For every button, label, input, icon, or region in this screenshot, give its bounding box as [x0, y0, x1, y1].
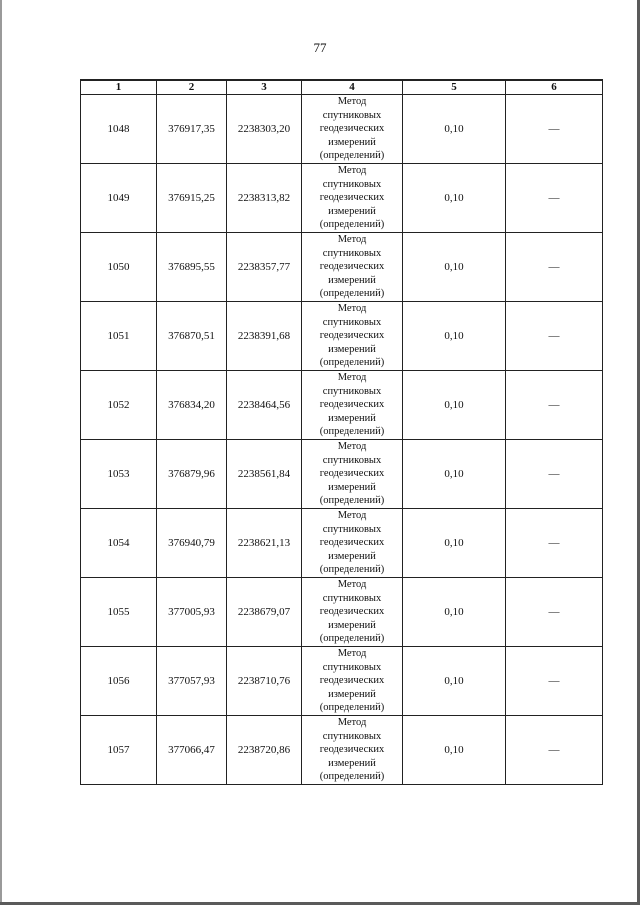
method-cell [302, 371, 403, 440]
method-line: измерений [328, 550, 376, 562]
method-line: измерений [328, 688, 376, 700]
method-line: (определений) [319, 771, 385, 783]
y-coordinate-cell: 2238313,82 [227, 164, 302, 233]
method-cell [302, 509, 403, 578]
table-row [81, 233, 603, 302]
y-coordinate-cell: 2238561,84 [227, 440, 302, 509]
method-line: Метод [337, 303, 367, 315]
header-cell: 3 [227, 80, 302, 95]
y-coordinate-cell: 2238710,76 [227, 647, 302, 716]
y-coordinate-cell: 2238391,68 [227, 302, 302, 371]
method-line: Метод [337, 96, 367, 108]
accuracy-cell: 0,10 [403, 440, 506, 509]
method-line: геодезических [319, 744, 385, 756]
method-line: (определений) [319, 564, 385, 576]
y-coordinate-cell: 2238720,86 [227, 716, 302, 785]
y-coordinate-cell: 2238679,07 [227, 578, 302, 647]
point-number-cell: 1052 [81, 371, 157, 440]
table-row [81, 164, 603, 233]
point-number-cell: 1057 [81, 716, 157, 785]
x-coordinate-cell: 377066,47 [157, 716, 227, 785]
x-coordinate-cell: 376895,55 [157, 233, 227, 302]
method-line: измерений [328, 205, 376, 217]
method-line: (определений) [319, 150, 385, 162]
method-line: спутниковых [322, 592, 382, 604]
point-number-cell: 1049 [81, 164, 157, 233]
method-line: спутниковых [322, 385, 382, 397]
point-number-cell: 1056 [81, 647, 157, 716]
method-cell [302, 578, 403, 647]
method-line: измерений [328, 757, 376, 769]
y-coordinate-cell: 2238621,13 [227, 509, 302, 578]
table-row [81, 371, 603, 440]
method-line: измерений [328, 619, 376, 631]
method-line: измерений [328, 481, 376, 493]
method-line: геодезических [319, 468, 385, 480]
method-line: спутниковых [322, 523, 382, 535]
header-cell: 2 [157, 80, 227, 95]
x-coordinate-cell: 377005,93 [157, 578, 227, 647]
accuracy-cell: 0,10 [403, 509, 506, 578]
method-cell [302, 164, 403, 233]
accuracy-cell: 0,10 [403, 302, 506, 371]
accuracy-cell: 0,10 [403, 716, 506, 785]
method-line: спутниковых [322, 661, 382, 673]
note-cell: — [506, 371, 603, 440]
note-cell: — [506, 716, 603, 785]
method-line: Метод [337, 165, 367, 177]
point-number-cell: 1053 [81, 440, 157, 509]
accuracy-cell: 0,10 [403, 95, 506, 164]
method-line: (определений) [319, 357, 385, 369]
x-coordinate-cell: 377057,93 [157, 647, 227, 716]
method-line: (определений) [319, 288, 385, 300]
note-cell: — [506, 647, 603, 716]
header-cell: 1 [81, 80, 157, 95]
method-line: спутниковых [322, 454, 382, 466]
accuracy-cell: 0,10 [403, 371, 506, 440]
method-line: геодезических [319, 261, 385, 273]
note-cell: — [506, 440, 603, 509]
header-cell: 4 [302, 80, 403, 95]
method-line: геодезических [319, 330, 385, 342]
point-number-cell: 1054 [81, 509, 157, 578]
method-line: Метод [337, 441, 367, 453]
method-line: геодезических [319, 123, 385, 135]
method-line: измерений [328, 343, 376, 355]
method-line: геодезических [319, 675, 385, 687]
table-row [81, 440, 603, 509]
method-line: геодезических [319, 537, 385, 549]
table-row [81, 578, 603, 647]
method-line: Метод [337, 234, 367, 246]
header-cell: 6 [506, 80, 603, 95]
x-coordinate-cell: 376917,35 [157, 95, 227, 164]
accuracy-cell: 0,10 [403, 164, 506, 233]
method-line: Метод [337, 510, 367, 522]
y-coordinate-cell: 2238303,20 [227, 95, 302, 164]
method-line: (определений) [319, 426, 385, 438]
page-number: 77 [313, 40, 327, 55]
table-body [81, 95, 603, 785]
x-coordinate-cell: 376870,51 [157, 302, 227, 371]
note-cell: — [506, 509, 603, 578]
method-line: геодезических [319, 192, 385, 204]
method-line: спутниковых [322, 730, 382, 742]
x-coordinate-cell: 376879,96 [157, 440, 227, 509]
method-line: измерений [328, 412, 376, 424]
method-line: Метод [337, 372, 367, 384]
header-cell: 5 [403, 80, 506, 95]
method-cell [302, 440, 403, 509]
method-cell [302, 95, 403, 164]
accuracy-cell: 0,10 [403, 233, 506, 302]
y-coordinate-cell: 2238464,56 [227, 371, 302, 440]
point-number-cell: 1051 [81, 302, 157, 371]
x-coordinate-cell: 376915,25 [157, 164, 227, 233]
note-cell: — [506, 578, 603, 647]
method-line: измерений [328, 274, 376, 286]
table-row [81, 95, 603, 164]
method-line: спутниковых [322, 109, 382, 121]
method-line: (определений) [319, 702, 385, 714]
point-number-cell: 1050 [81, 233, 157, 302]
note-cell: — [506, 164, 603, 233]
point-number-cell: 1055 [81, 578, 157, 647]
method-line: спутниковых [322, 247, 382, 259]
method-line: спутниковых [322, 316, 382, 328]
method-line: геодезических [319, 606, 385, 618]
header-row [81, 80, 603, 95]
method-cell [302, 716, 403, 785]
method-line: Метод [337, 579, 367, 591]
accuracy-cell: 0,10 [403, 647, 506, 716]
method-line: спутниковых [322, 178, 382, 190]
method-line: геодезических [319, 399, 385, 411]
method-line: измерений [328, 136, 376, 148]
point-number-cell: 1048 [81, 95, 157, 164]
method-line: Метод [337, 648, 367, 660]
accuracy-cell: 0,10 [403, 578, 506, 647]
x-coordinate-cell: 376940,79 [157, 509, 227, 578]
y-coordinate-cell: 2238357,77 [227, 233, 302, 302]
method-line: (определений) [319, 633, 385, 645]
method-line: (определений) [319, 219, 385, 231]
coordinates-table [80, 79, 603, 785]
table-row [81, 302, 603, 371]
note-cell: — [506, 233, 603, 302]
method-cell [302, 302, 403, 371]
method-cell [302, 647, 403, 716]
note-cell: — [506, 302, 603, 371]
table-row [81, 716, 603, 785]
note-cell: — [506, 95, 603, 164]
scan-left-edge [0, 0, 2, 905]
table-row [81, 509, 603, 578]
method-line: (определений) [319, 495, 385, 507]
x-coordinate-cell: 376834,20 [157, 371, 227, 440]
method-line: Метод [337, 717, 367, 729]
method-cell [302, 233, 403, 302]
table-row [81, 647, 603, 716]
